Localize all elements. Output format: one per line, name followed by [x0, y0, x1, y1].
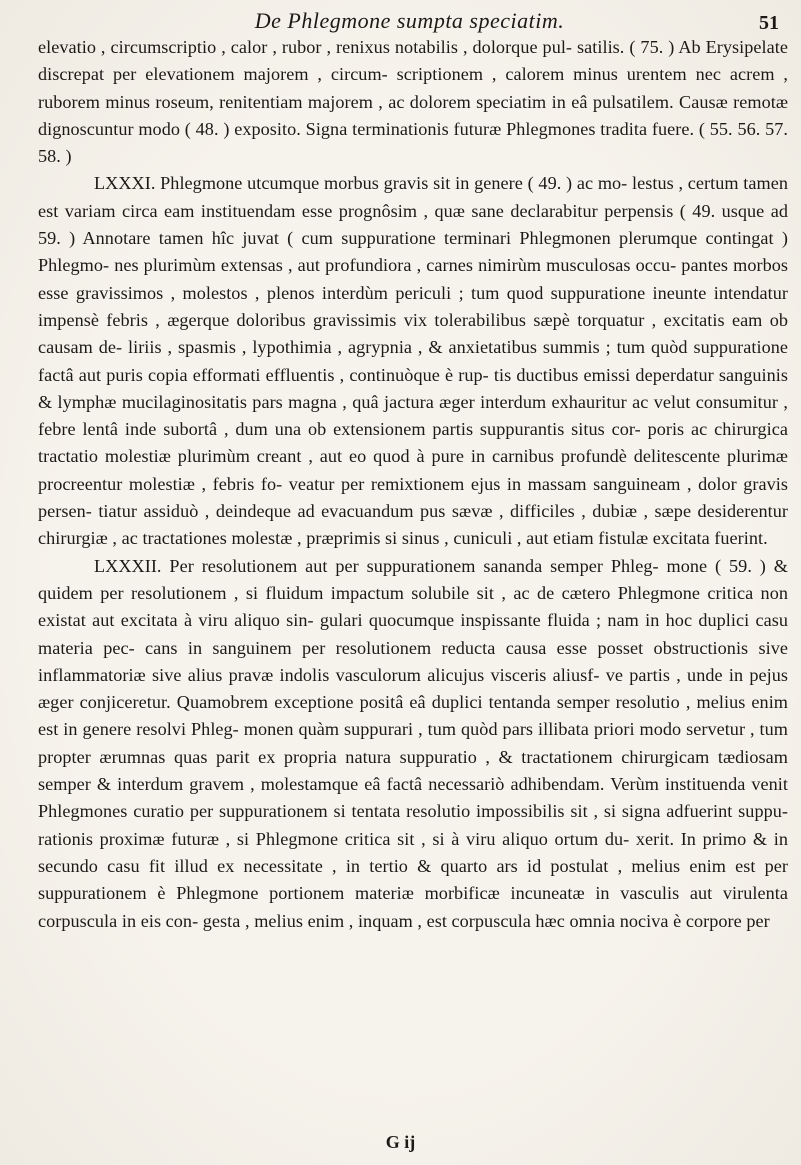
paragraph-continuation: elevatio , circumscriptio , calor , rubor , renixus notabilis , dolorque pul- satilis. ( 75. ) Ab Erysipelate discrepat per elevationem majorem , circum- scriptionem , calorem minus urentem nec acrem , ruborem minus roseum, renitentiam majorem , ac dolorem speciatim in eâ pulsatilem. Causæ remotæ dignoscuntur modo ( 48. ) exposito. Signa terminationis futuræ Phlegmones tradita fuere. ( 55. 56. 57. 58. ): [38, 37, 788, 167]
paragraph-lxxxii: LXXXII. Per resolutionem aut per suppurationem sananda semper Phleg- mone ( 59. ) & quidem per resolutionem , si fluidum impactum solubile sit , ac de cætero Phlegmone critica non existat aut excitata à viru aliquo sin- gulari quocumque inspissante fluida ; nam in hoc duplici casu materia pec- cans in sanguinem per resolutionem reducta causa esse posset obstructionis sive inflammatoriæ sive alius pravæ indolis vasculorum alicujus visceris aliusf- ve partis , unde in pejus æger conjiceretur. Quamobrem exceptione positâ eâ duplici tentanda semper resolutio , melius enim est in genere resolvi Phleg- monen quàm suppurari , tum quòd pars illibata priori modo servetur , tum propter ærumnas quas parit ex propria natura suppuratio , & tractationem chirurgicam tædiosam semper & interdum gravem , molestamque eâ factâ necessariò adhibendam. Verùm instituenda venit Phlegmones curatio per suppurationem si tentata resolutio impossibilis sit , si signa adfuerint suppu- rationis proximæ futuræ , si Phlegmone critica sit , si à viru aliquo ortum du- xerit. In primo & in secundo casu fit illud ex necessitate , in tertio & quarto ars id postulat , melius enim est per suppurationem è Phlegmone portionem materiæ morbificæ incuneatæ in vasculis aut virulenta corpuscula in eis con- gesta , melius enim , inquam , est corpuscula hæc omnia nociva è corpore per: [38, 555, 788, 931]
page-number: 51: [759, 12, 779, 34]
text-body: [38, 34, 788, 935]
running-title: De Phlegmone sumpta speciatim.: [254, 8, 565, 33]
paragraph-lxxxi: LXXXI. Phlegmone utcumque morbus gravis sit in genere ( 49. ) ac mo- lestus , certum tamen est variam circa eam instituendam esse prognôsim , quæ sane declarabitur perpensis ( 49. usque ad 59. ) Annotare tamen hîc juvat ( cum suppuratione terminari Phlegmonen plerumque contingat ) Phlegmo- nes plurimùm extensas , aut profundiora , carnes nimirùm musculosas occu- pantes morbos esse gravissimos , molestos , plenos interdùm periculi ; tum quod suppuratione ineunte intendatur impensè febris , ægerque doloribus gravissimis vix tolerabilibus sæpè torquatur , excitatis eam ob causam de- liriis , spasmis , lypothimia , agrypnia , & anxietatibus summis ; tum quòd suppuratione factâ aut puris copia efformati effluentis , continuòque è rup- tis ductibus emissi deperdatur sanguinis & lymphæ mucilaginositatis pars magna , quâ jactura æger interdum exhauritur ac velut consumitur , febre lentâ inde subortâ , dum una ob extensionem partis suppurantis situs cor- poris ac chirurgica tractatio molestiæ plurimùm creant , aut eo quod à pure in carnibus profundè delitescente plurimæ procreentur molestiæ , febris fo- veatur per remixtionem ejus in massam sanguineam , dolor gravis persen- tiatur assiduò , deindeque ad evacuandum pus sævæ , difficiles , dubiæ , sæpe desiderentur chirurgiæ , ac tractationes molestæ , præprimis si sinus , cuniculi , aut etiam fistulæ excitata fuerint.: [38, 173, 788, 549]
signature-mark: G ij: [385, 1132, 416, 1152]
